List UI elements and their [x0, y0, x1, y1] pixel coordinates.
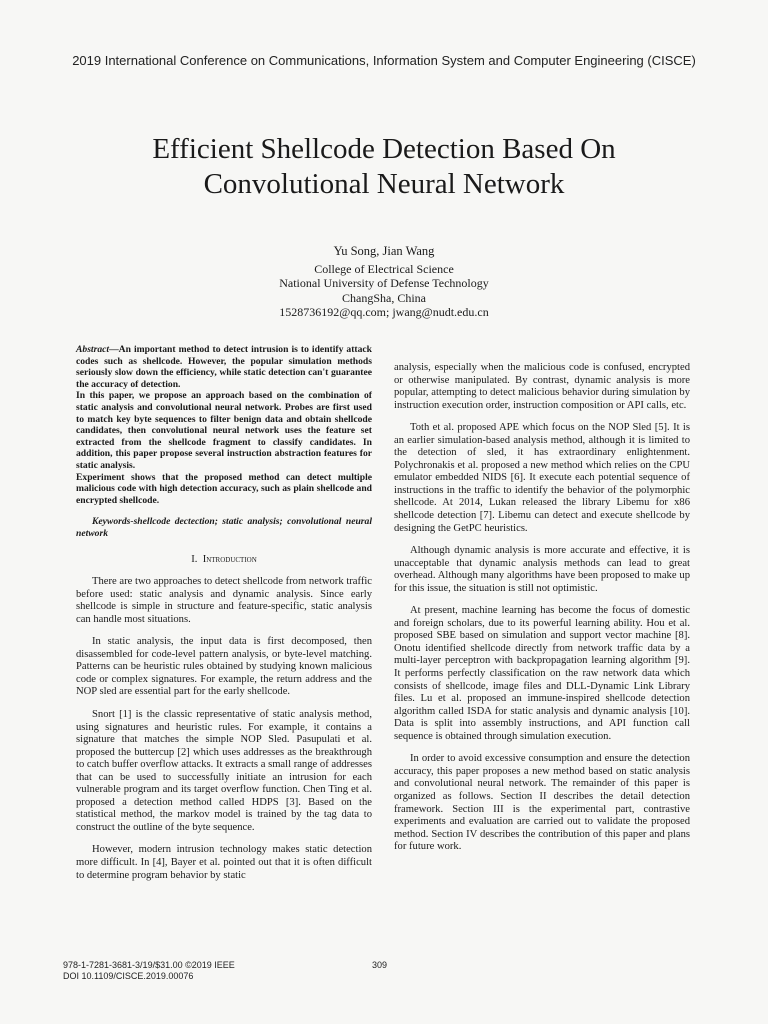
body-paragraph: Although dynamic analysis is more accurate and effective, it is unacceptable that dynamic analysis methods can lead to great overhead. Although many algorithms have been proposed to make up for this issue, the situation is still not optimistic. — [394, 545, 690, 594]
author-university: National University of Defense Technology — [279, 276, 489, 290]
author-block — [0, 244, 768, 320]
title-line-1: Efficient Shellcode Detection Based On — [152, 133, 616, 165]
author-department: College of Electrical Science — [314, 261, 454, 276]
abstract-paragraph-3: Experiment shows that the proposed method can detect multiple malicious code with high detection accuracy, such as plain shellcode and encrypted shellcode. — [76, 471, 372, 506]
section-number: I. — [191, 553, 198, 565]
body-paragraph: Snort [1] is the classic representative of static analysis method, using signatures and heuristic rules. For example, it contains a signature that matches the simple NOP Sled. Pasupulati et al. proposed the buttercup [2] which uses addresses as the breakthrough to catch buffer overflow attacks. It extracts a small range of addresses that can be used to successfully initiate an intrusion for each vulnerable program and its target overflow function. Chen Ting et al. proposed a detection method called HDPS [3]. Based on the statistical method, the markov model is trained by the tag data to construct the outline of the byte sequence. — [76, 708, 372, 833]
body-paragraph: There are two approaches to detect shellcode from network traffic before used: static analysis and dynamic analysis. Since early shellcode is simple in structure and feature-specific, static analysis can handle most situations. — [76, 576, 372, 625]
author-email[interactable]: 1528736192@qq.com; jwang@nudt.edu.cn — [279, 305, 489, 319]
footer-isbn: 978-1-7281-3681-3/19/$31.00 ©2019 IEEE — [63, 960, 235, 970]
body-paragraph: In static analysis, the input data is first decomposed, then disassembled for code-level pattern analysis, or byte-level matching. Patterns can be heuristic rules obtained by studying known malicious code or complex signatures. For example, the return address and the NOP sled are essential part for the early shellcode. — [76, 636, 372, 698]
body-paragraph: analysis, especially when the malicious code is confused, encrypted or otherwise manipulated. By contrast, dynamic analysis is more popular, attempting to detect malicious behavior during simulation by instruction execution order, instruction composition or API calls, etc. — [394, 362, 690, 411]
footer-doi: DOI 10.1109/CISCE.2019.00076 — [63, 971, 194, 981]
page-number: 309 — [372, 960, 388, 970]
body-paragraph: However, modern intrusion technology makes static detection more difficult. In [4], Bayer et al. pointed out that it is often difficult to determine program behavior by static — [76, 844, 372, 881]
section-title: Introduction — [202, 553, 257, 565]
abstract-paragraph-2: In this paper, we propose an approach based on the combination of static analysis and convolutional neural network. Probes are first used to match key byte sequences to filter benign data and obtain shellcode candidates, then convolutional neural network uses the feature set extracted from the shellcode fragment to classify candidates. In addition, this paper propose several instruction abstraction features for static analysis. — [76, 390, 372, 471]
abstract-label: Abstract — [76, 344, 110, 355]
section-heading-introduction — [76, 554, 372, 567]
abstract-text-1: —An important method to detect intrusion is to identify attack codes such as shellcode. However, the popular simulation methods seriously slow down the efficiency, while static detection can't guarantee the accuracy of detection. — [76, 344, 372, 390]
left-column — [76, 344, 372, 892]
body-paragraph: In order to avoid excessive consumption and ensure the detection accuracy, this paper proposes a new method based on static analysis and convolutional neural network. The remainder of this paper is organized as follows. Section II describes the detail detection framework. Section III is the experimental part, contrastive experiments and evaluation are carried out to validate the proposed method. Section IV describes the contribution of this paper and plans for future work. — [394, 753, 690, 853]
author-names: Yu Song, Jian Wang — [333, 244, 435, 258]
conference-header: 2019 International Conference on Communications, Information System and Computer Engineering (CISCE) — [72, 53, 696, 68]
keywords: Keywords-shellcode dectection; static analysis; convolutional neural network — [76, 516, 372, 539]
abstract-paragraph-1 — [76, 344, 372, 390]
paper-title — [0, 132, 768, 202]
abstract — [76, 344, 372, 506]
footer-copyright — [63, 960, 235, 982]
body-paragraph: Toth et al. proposed APE which focus on the NOP Sled [5]. It is an earlier simulation-based analysis method, although it is limited to the detection of sled, it has extraordinary enlightenment. Polychronakis et al. proposed a new method which relies on the CPU emulator embedded NIDS [6]. It execute each potential sequence of instructions in the traffic to identify the behavior of the polymorphic shellcode. At 2014, Lukan released the library Libemu for x86 shellcode detection [7]. Libemu can detect and execute shellcode by designing the GetPC heuristics. — [394, 422, 690, 534]
body-paragraph: At present, machine learning has become the focus of domestic and foreign scholars, due to its powerful learning ability. Hou et al. proposed SBE based on simulation and support vector machine [8]. Onotu identified shellcode directly from network traffic data by a multi-layer perceptron with backpropagation learning algorithm [9]. It performs perfectly classification on the raw network data which consists of shellcode, image files and DLL-Dynamic Link Library files. Lu et al. proposed an immune-inspired shellcode detection algorithm called ISDA for static analysis and dynamic analysis [10]. Data is split into assembly instructions, and API function call sequence is obtained through simulation execution. — [394, 605, 690, 742]
right-column — [394, 362, 690, 864]
author-city: ChangSha, China — [342, 290, 426, 305]
title-line-2: Convolutional Neural Network — [203, 168, 565, 200]
